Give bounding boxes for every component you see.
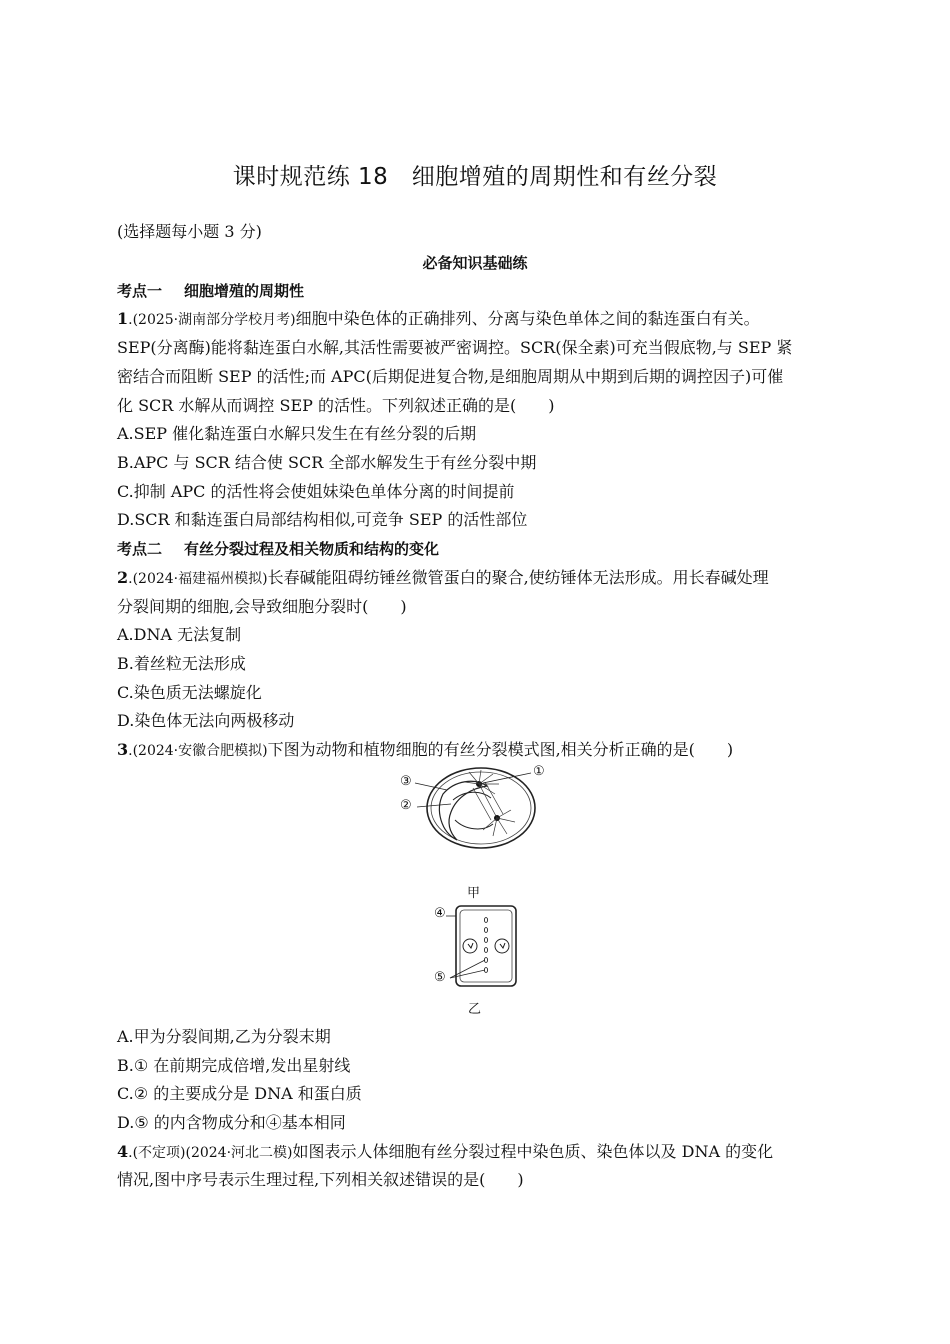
q2-option-c[interactable]: C.染色质无法螺旋化 xyxy=(117,683,262,702)
label-3: ③ xyxy=(400,774,412,789)
label-2: ② xyxy=(400,798,412,813)
q3-option-c[interactable]: C.② 的主要成分是 DNA 和蛋白质 xyxy=(117,1084,362,1103)
topic-label: 考点一 xyxy=(117,282,163,300)
question-2-line-2: 分裂间期的细胞,会导致细胞分裂时( ) xyxy=(117,597,407,616)
score-note: (选择题每小题 3 分) xyxy=(117,222,262,241)
question-source: .(2024·福建福州模拟) xyxy=(128,571,268,587)
figure-caption-yi: 乙 xyxy=(468,1002,482,1017)
q3-option-a[interactable]: A.甲为分裂间期,乙为分裂末期 xyxy=(117,1027,331,1046)
question-1-line-2: SEP(分离酶)能将黏连蛋白水解,其活性需要被严密调控。SCR(保全素)可充当假底物,与 SEP 紧 xyxy=(117,338,793,357)
figure-caption-jia: 甲 xyxy=(467,886,481,901)
cell-membrane xyxy=(427,768,535,848)
chromatin xyxy=(500,943,505,948)
question-text: 下图为动物和植物细胞的有丝分裂模式图,相关分析正确的是( ) xyxy=(267,740,734,759)
question-4-line-1 xyxy=(117,1142,773,1163)
topic-text: 细胞增殖的周期性 xyxy=(184,282,305,300)
question-number: 2 xyxy=(117,568,129,587)
cell-plate-vesicles xyxy=(484,918,487,973)
q2-option-a[interactable]: A.DNA 无法复制 xyxy=(117,625,242,644)
question-number: 1 xyxy=(117,309,129,328)
section-heading: 必备知识基础练 xyxy=(422,254,528,272)
question-number: 4 xyxy=(117,1142,129,1161)
question-1-line-1 xyxy=(117,309,760,330)
q1-option-d[interactable]: D.SCR 和黏连蛋白局部结构相似,可竞争 SEP 的活性部位 xyxy=(117,510,528,529)
question-source: .(2025·湖南部分学校月考) xyxy=(128,312,296,328)
question-3-line-1 xyxy=(117,740,733,761)
question-text: 细胞中染色体的正确排列、分离与染色单体之间的黏连蛋白有关。 xyxy=(295,309,760,328)
topic-heading-2 xyxy=(117,539,439,559)
question-4-line-2: 情况,图中序号表示生理过程,下列相关叙述错误的是( ) xyxy=(117,1170,524,1189)
question-source: .(2024·安徽合肥模拟) xyxy=(128,743,268,759)
q1-option-b[interactable]: B.APC 与 SCR 结合使 SCR 全部水解发生于有丝分裂中期 xyxy=(117,453,537,472)
chromosome xyxy=(455,820,493,829)
leader-line xyxy=(483,773,531,783)
label-1: ① xyxy=(533,764,545,779)
leader-line xyxy=(415,783,447,790)
q1-option-c[interactable]: C.抑制 APC 的活性将会使姐妹染色单体分离的时间提前 xyxy=(117,482,515,501)
topic-heading-1 xyxy=(117,281,304,301)
question-number: 3 xyxy=(117,740,129,759)
page-title: 课时规范练 18 细胞增殖的周期性和有丝分裂 xyxy=(232,164,718,190)
q1-option-a[interactable]: A.SEP 催化黏连蛋白水解只发生在有丝分裂的后期 xyxy=(117,424,477,443)
leader-line xyxy=(417,804,451,807)
q3-option-b[interactable]: B.① 在前期完成倍增,发出星射线 xyxy=(117,1056,351,1075)
animal-cell-diagram xyxy=(395,760,555,860)
question-2-line-1 xyxy=(117,568,769,589)
question-text: 长春碱能阻碍纺锤丝微管蛋白的聚合,使纺锤体无法形成。用长春碱处理 xyxy=(267,568,769,587)
label-5: ⑤ xyxy=(434,970,446,985)
question-text: 如图表示人体细胞有丝分裂过程中染色质、染色体以及 DNA 的变化 xyxy=(292,1142,774,1161)
question-1-line-3: 密结合而阻断 SEP 的活性;而 APC(后期促进复合物,是细胞周期从中期到后期的调控因子)可催 xyxy=(117,367,784,386)
chromatin xyxy=(468,943,473,948)
topic-label: 考点二 xyxy=(117,540,163,558)
q2-option-b[interactable]: B.着丝粒无法形成 xyxy=(117,654,246,673)
question-1-line-4: 化 SCR 水解从而调控 SEP 的活性。下列叙述正确的是( ) xyxy=(117,396,555,415)
question-source: .(不定项)(2024·河北二模) xyxy=(128,1145,293,1161)
q2-option-d[interactable]: D.染色体无法向两极移动 xyxy=(117,711,295,730)
label-4: ④ xyxy=(434,906,446,921)
topic-text: 有丝分裂过程及相关物质和结构的变化 xyxy=(184,540,440,558)
q3-option-d[interactable]: D.⑤ 的内含物成分和④基本相同 xyxy=(117,1113,346,1132)
